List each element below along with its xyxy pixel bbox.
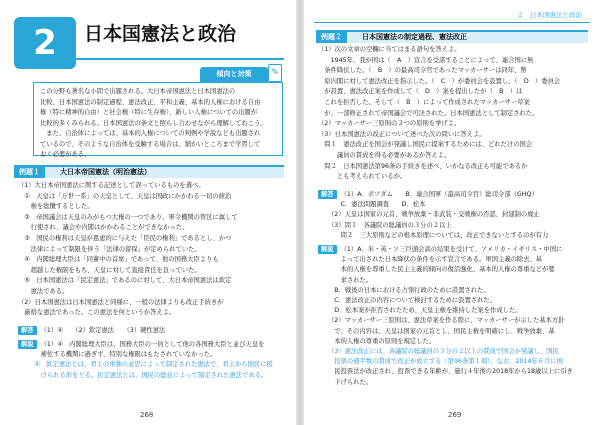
question-line: 法律によって制限を伴う「法律の留保」が定められていた。	[18, 245, 201, 253]
example2-answer	[318, 190, 548, 241]
answer-badge: 解答	[18, 326, 37, 335]
page-number-right: 269	[448, 411, 462, 419]
explanation-line: よって出された日本降伏の条件を示す宣言である。軍国主義の除去、基	[328, 256, 543, 264]
question-line: 1945年、我が国は（ A ）宣言を受諾することによって、連合国に無	[318, 56, 534, 64]
example1-question	[18, 181, 238, 319]
trend-line: おく必要がある。	[40, 151, 91, 158]
explanation-badge: 解説	[318, 245, 337, 254]
example1-title: 大日本帝国憲法（明治憲法）	[60, 168, 151, 176]
question-line: 議員の賛成を得る必要があるか答えよ。	[318, 151, 451, 159]
question-line: 憲法である。	[18, 287, 69, 295]
example2-question	[318, 45, 560, 183]
example1-answer	[18, 326, 165, 336]
trend-line: この分野も著名な小問で出題される。大日本帝国憲法と日本国憲法の	[40, 88, 236, 95]
trend-line: 比較的多くみられる。日本国憲法の条文と照らし合わせながら理解しておこう。	[40, 119, 267, 127]
explanation-line: B．戦後の日本における占領行政のために設置された。	[328, 286, 490, 294]
explanation-line: 本的人権を尊重した民主主義的傾向の復活強化、基本的人権の尊重などが要	[328, 266, 555, 274]
answer-line: （1）A．ポツダム B．連合国軍（最高司令官）総司令部（GHQ）	[340, 191, 538, 198]
answer-text: （1）④ （2）欽定憲法 （3）硬性憲法	[40, 327, 166, 334]
answer-badge: 解答	[318, 190, 337, 199]
chapter-title: 日本国憲法と政治	[84, 23, 237, 45]
answer-line: （3）問１ 各議院の総議員の３分の２以上	[328, 221, 452, 229]
explanation-line: （1）④ 内閣総理大臣は、国務大臣の一員として他の各国務大臣と並び天皇を	[40, 341, 265, 348]
explanation-line: 民投票法が改正され、投票できる年齢が、施行４年後の2018年から18歳以上に引き	[328, 368, 573, 376]
question-line: とも考えられているか。	[318, 173, 407, 181]
trend-line: 権（特に精神的自由）と社会権（特に生存権）、新しい人権についての出題が	[40, 109, 258, 116]
answer-line: 問２ 三大原則などの根本原理については、改正できないとするのが有力	[328, 231, 549, 239]
explanation-line: （3）憲法改正には、各議院の総議員の３分の２以上の賛成で国会が発議し、国民	[328, 348, 559, 356]
question-line: 厳格な憲法であった。この憲法を何というか答えよ。	[18, 309, 176, 317]
explanation-line: 投票の過半数の賛成で改正が成立する（第96条第１項）。なお、2014年６月に国	[328, 358, 563, 366]
book-gutter	[296, 0, 304, 425]
question-line: これを拒否した。そして（ B ）によって作成されたマッカーサー草案	[318, 98, 530, 106]
question-line: （1）次の文章の空欄に当てはまる語句を答えよ。	[318, 46, 461, 53]
chapter-number: 2	[14, 17, 76, 69]
question-line: ① 天皇は「万世一系」の天皇として、天皇は国政にかかわる一切の統治	[18, 192, 232, 200]
question-line: 権を総攬するとした。	[18, 203, 94, 211]
answer-line: C．憲法問題調査 D．松本	[328, 201, 426, 209]
question-line: 問１ 憲法改正を国会が発議し国民に提案するためには、どれだけの国会	[318, 141, 533, 149]
trend-box	[33, 82, 283, 156]
explanation-badge: 解説	[18, 340, 37, 349]
question-line: ⑤ 日本国憲法は「民定憲法」であるのに対して、大日本帝国憲法は欽定	[18, 277, 232, 285]
example2-header	[316, 30, 588, 43]
explanation-line: ② 欽定憲法とは、君主の単独の意思によって制定された憲法で、君主から国民に授	[28, 361, 273, 369]
explanation-line: （2）マッカーサー三原則は、憲法草案を作る際に、マッカーサーが示した基本方針	[328, 317, 565, 325]
trend-label: 傾向と対策	[200, 67, 268, 82]
explanation-line: 下げられた。	[328, 378, 373, 386]
question-line: が設置、憲法改正案を作成して（ D ）案を提出したが（ B ）は	[318, 88, 523, 96]
question-line: 超越した権限をもち、天皇に対して直接責任を負っていた。	[18, 266, 201, 274]
book-icon: ✎	[268, 64, 282, 82]
question-line: （2）マッカーサー三原則の３つの原則を挙げよ。	[318, 120, 461, 128]
example2-explanation	[318, 245, 573, 388]
question-line: （1）大日本帝国憲法に関する記述として誤っているものを選べ。	[18, 182, 205, 189]
page-number-left: 268	[140, 411, 154, 419]
left-page	[0, 0, 296, 425]
example2-title: 日本国憲法の制定過程、憲法改正	[362, 33, 467, 41]
right-page	[304, 0, 600, 425]
explanation-line: （1）A．米・英・ソ三巨頭会談の結果を受けて、アメリカ・イギリス・中国に	[340, 246, 563, 253]
question-line: （3）日本国憲法の改正について述べた次の問いに答えよ。	[318, 130, 486, 138]
question-line: 原内閣に対して憲法改正を指示した。（ C ）が委員会を設置し、（ D ）委員会	[318, 77, 561, 85]
question-line: 行使され、議会や内閣はかかわることができなかった。	[18, 224, 189, 232]
example1-tag: 例題１	[14, 167, 45, 178]
example1-header	[14, 165, 284, 178]
explanation-line: 補佐する機関に過ぎず、特別な権限はもたされていなかった。	[28, 351, 217, 359]
explanation-line: 求された。	[328, 276, 373, 284]
explanation-line: D．松本案が拒否されたため、天皇主権を維持した案を作成した。	[328, 307, 522, 315]
trend-line: また、自治体によっては、基本的人権についての判例や学説なども出題され	[40, 130, 261, 137]
explanation-line: で、その内容は、天皇は国家の元首とし、国民主権を明確にし、戦争放棄、基	[328, 327, 555, 335]
question-line: ④ 内閣総理大臣は「同輩中の首席」であって、他の国務大臣よりも	[18, 256, 219, 264]
trend-line: 比較、日本国憲法の制定過程、憲法改正、平和主義、基本的人権における自由	[40, 98, 261, 106]
question-line: 問２ 日本国憲法第96条の手続きを述べ、いかなる改正も可能であるか	[318, 162, 528, 170]
chapter-underline-left	[76, 58, 84, 60]
header-rule	[314, 22, 590, 23]
explanation-line: けられる形をとる。民定憲法とは、国民の総意によって制定された憲法である。	[28, 371, 268, 379]
explanation-line: C．憲法改正の内容について検討するために設置された。	[328, 297, 496, 305]
question-line: （2）日本国憲法は日本国憲法と同様に、一般の法律よりも改正手続きが	[18, 298, 224, 306]
chapter-underline	[84, 58, 284, 60]
example1-explanation	[18, 340, 273, 381]
answer-line: （2）天皇は国家の元首、戦争放棄・非武装・交戦権の否認、封建制の廃止	[328, 211, 540, 219]
example2-tag: 例題２	[316, 32, 347, 43]
question-line: ② 帝国議会は天皇のみがもつ大権の一つであり、軍令機関の管区に属して	[18, 213, 238, 221]
question-line: 条件降伏した。（ B ）の最高司令官であったマッカーサーは同年、幣	[318, 67, 527, 75]
question-line: ③ 国民の権利は天皇が恩恵的に与えた「臣民の権利」であるとし、かつ	[18, 234, 232, 242]
trend-line: ているので、そのような自治体を受験する場合は、細かいところまで学習して	[40, 140, 261, 148]
explanation-line: 本的人権の尊重の原則を規定した。	[328, 337, 436, 345]
question-line: が、一部修正されて帝国議会で可決された。日本国憲法として制定された。	[318, 109, 539, 117]
running-header: ２ 日本国憲法と政治	[517, 11, 582, 19]
